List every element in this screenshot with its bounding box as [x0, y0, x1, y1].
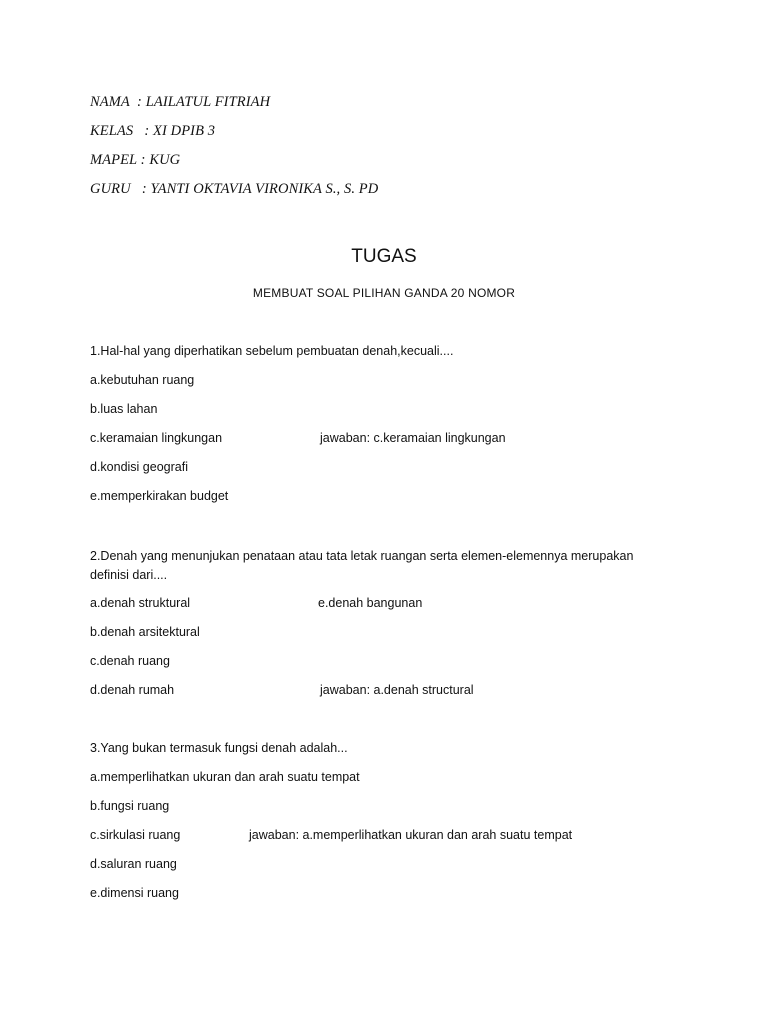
question-1-option-c: c.keramaian lingkungan: [90, 431, 223, 445]
page-subtitle: MEMBUAT SOAL PILIHAN GANDA 20 NOMOR: [252, 286, 516, 300]
student-name: NAMA : LAILATUL FITRIAH: [90, 94, 271, 110]
question-1-option-a: a.kebutuhan ruang: [90, 373, 195, 387]
subject: MAPEL : KUG: [90, 152, 181, 168]
page-title: TUGAS: [351, 246, 417, 267]
question-1-answer: jawaban: c.keramaian lingkungan: [320, 431, 506, 445]
question-1-option-e: e.memperkirakan budget: [90, 489, 229, 503]
question-2-option-b: b.denah arsitektural: [90, 625, 200, 639]
question-2-answer: jawaban: a.denah structural: [320, 683, 474, 697]
question-3-option-d: d.saluran ruang: [90, 857, 177, 871]
question-3-option-e: e.dimensi ruang: [90, 886, 179, 900]
question-1-option-d: d.kondisi geografi: [90, 460, 188, 474]
student-class: KELAS : XI DPIB 3: [90, 123, 216, 139]
question-2-option-a: a.denah struktural: [90, 596, 191, 610]
question-3-answer: jawaban: a.memperlihatkan ukuran dan arah suatu tempat: [249, 828, 573, 842]
question-3-option-a: a.memperlihatkan ukuran dan arah suatu tempat: [90, 770, 360, 784]
question-3-text: 3.Yang bukan termasuk fungsi denah adalah...: [90, 741, 348, 755]
teacher: GURU : YANTI OKTAVIA VIRONIKA S., S. PD: [90, 181, 379, 197]
question-1-option-b: b.luas lahan: [90, 402, 158, 416]
question-1-text: 1.Hal-hal yang diperhatikan sebelum pembuatan denah,kecuali....: [90, 344, 454, 358]
question-2-option-c: c.denah ruang: [90, 654, 170, 668]
question-2-option-d: d.denah rumah: [90, 683, 175, 697]
question-3-option-c: c.sirkulasi ruang: [90, 828, 181, 842]
question-2-option-e: e.denah bangunan: [318, 596, 423, 610]
question-2-text: 2.Denah yang menunjukan penataan atau tata letak ruangan serta elemen-elemennya merupakan definisi dari....: [90, 549, 634, 582]
question-3-option-b: b.fungsi ruang: [90, 799, 170, 813]
